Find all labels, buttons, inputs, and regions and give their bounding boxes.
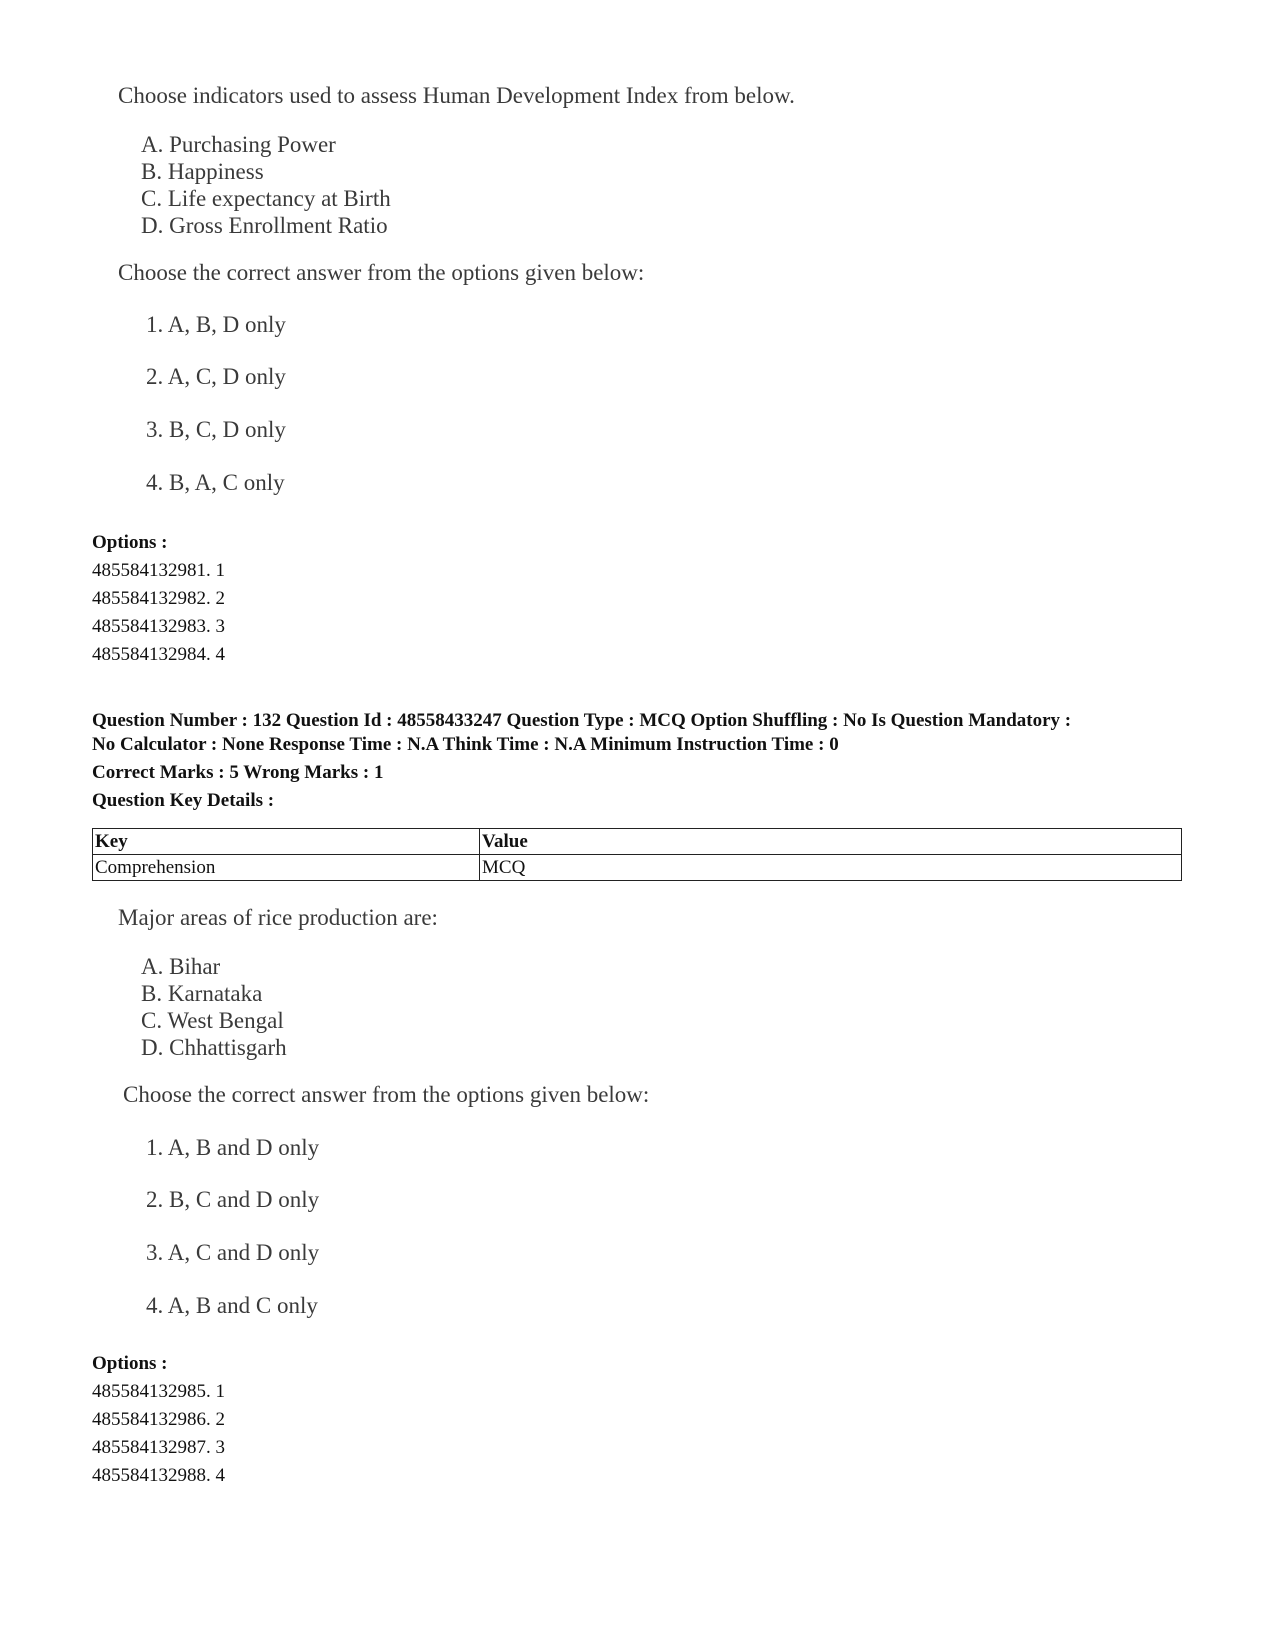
question-2-item: C. West Bengal — [141, 1008, 284, 1033]
option-id: 485584132982. 2 — [92, 588, 225, 609]
question-1-answer: 1. A, B, D only — [146, 312, 286, 337]
table-header-value: Value — [480, 829, 1182, 855]
question-2-answer: 4. A, B and C only — [146, 1293, 318, 1318]
question-key-details-heading: Question Key Details : — [92, 790, 275, 811]
option-id: 485584132983. 3 — [92, 616, 225, 637]
option-id: 485584132986. 2 — [92, 1409, 225, 1430]
question-2-item: B. Karnataka — [141, 981, 263, 1006]
question-1-instruction: Choose the correct answer from the options given below: — [118, 260, 645, 285]
options-heading: Options : — [92, 532, 168, 553]
table-cell-value: MCQ — [480, 855, 1182, 881]
question-2-stem: Major areas of rice production are: — [118, 905, 438, 930]
table-row — [93, 829, 1182, 855]
question-1-stem: Choose indicators used to assess Human Development Index from below. — [118, 83, 795, 108]
table-row — [93, 855, 1182, 881]
question-marks: Correct Marks : 5 Wrong Marks : 1 — [92, 762, 384, 783]
question-1-item: A. Purchasing Power — [141, 132, 336, 157]
question-1-item: D. Gross Enrollment Ratio — [141, 213, 388, 238]
question-1-item: C. Life expectancy at Birth — [141, 186, 391, 211]
question-1-item: B. Happiness — [141, 159, 264, 184]
question-2-answer: 1. A, B and D only — [146, 1135, 320, 1160]
table-header-key: Key — [93, 829, 480, 855]
options-heading: Options : — [92, 1353, 168, 1374]
question-2-answer: 3. A, C and D only — [146, 1240, 320, 1265]
option-id: 485584132981. 1 — [92, 560, 225, 581]
question-1-answer: 2. A, C, D only — [146, 364, 286, 389]
question-1-answer: 4. B, A, C only — [146, 470, 285, 495]
question-1-answer: 3. B, C, D only — [146, 417, 286, 442]
question-2-instruction: Choose the correct answer from the options given below: — [123, 1082, 650, 1107]
question-2-item: A. Bihar — [141, 954, 221, 979]
option-id: 485584132988. 4 — [92, 1465, 225, 1486]
question-key-table — [92, 828, 1182, 881]
option-id: 485584132987. 3 — [92, 1437, 225, 1458]
question-meta-line: Question Number : 132 Question Id : 48558433247 Question Type : MCQ Option Shuffling : No Is Question Mandatory : — [92, 710, 1072, 731]
question-meta-line: No Calculator : None Response Time : N.A Think Time : N.A Minimum Instruction Time : 0 — [92, 734, 839, 755]
table-cell-key: Comprehension — [93, 855, 480, 881]
question-2-item: D. Chhattisgarh — [141, 1035, 287, 1060]
option-id: 485584132985. 1 — [92, 1381, 225, 1402]
question-2-answer: 2. B, C and D only — [146, 1187, 320, 1212]
option-id: 485584132984. 4 — [92, 644, 225, 665]
